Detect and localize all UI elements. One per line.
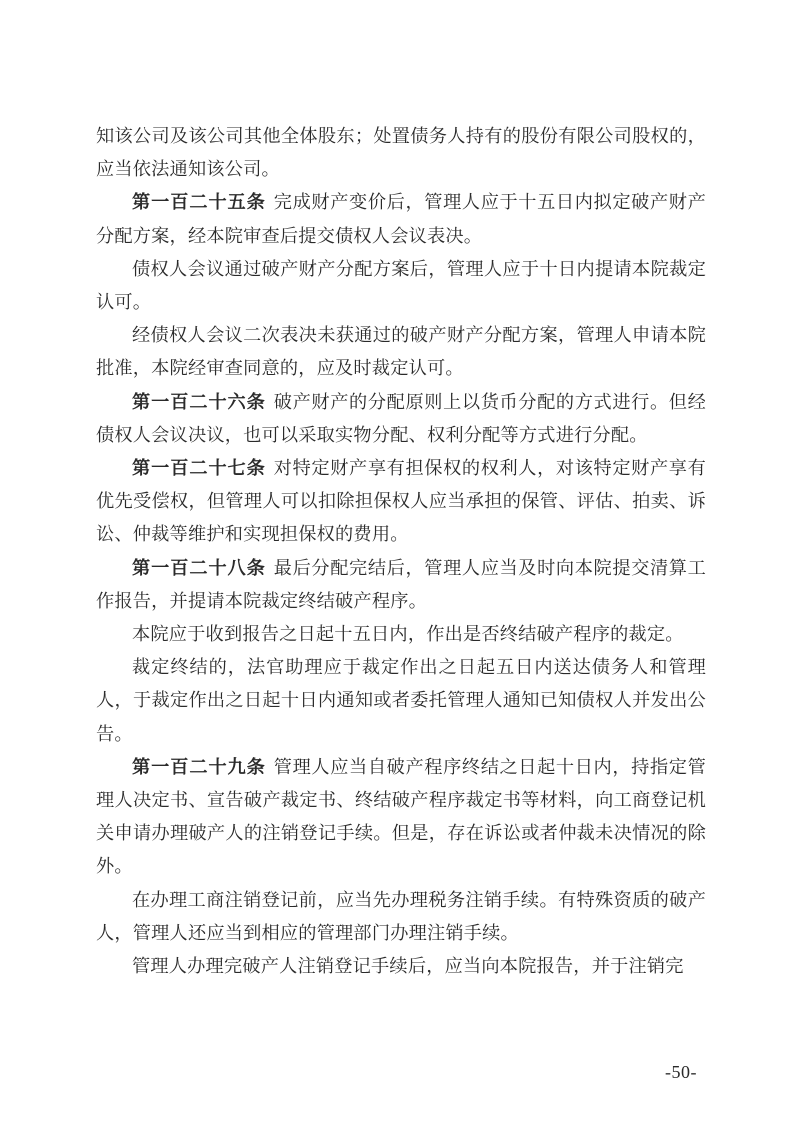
- article-heading: 第一百二十七条: [132, 458, 266, 480]
- article-heading: 第一百二十五条: [132, 192, 266, 214]
- article-heading: 第一百二十六条: [132, 391, 266, 413]
- paragraph-0: 知该公司及该公司其他全体股东；处置债务人持有的股份有限公司股权的，应当依法通知该公司。: [96, 126, 706, 181]
- paragraph-6: 第一百二十八条 最后分配完结后，管理人应当及时向本院提交清算工作报告，并提请本院裁定终结破产程序。: [96, 557, 706, 612]
- paragraph-11: 管理人办理完破产人注销登记手续后，应当向本院报告，并于注销完: [132, 956, 684, 978]
- paragraph-5: 第一百二十七条 对特定财产享有担保权的权利人，对该特定财产享有优先受偿权，但管理人可以扣除担保权人应当承担的保管、评估、拍卖、诉讼、仲裁等维护和实现担保权的费用。: [96, 458, 706, 546]
- body-text: [96, 120, 706, 983]
- paragraph-9: 第一百二十九条 管理人应当自破产程序终结之日起十日内，持指定管理人决定书、宣告破产裁定书、终结破产程序裁定书等材料，向工商登记机关申请办理破产人的注销登记手续。但是，存在诉讼或者仲裁未决情况的除外。: [96, 756, 706, 878]
- paragraph-10: 在办理工商注销登记前，应当先办理税务注销手续。有特殊资质的破产人，管理人还应当到相应的管理部门办理注销手续。: [96, 889, 706, 944]
- paragraph-3: 经债权人会议二次表决未获通过的破产财产分配方案，管理人申请本院批准，本院经审查同意的，应及时裁定认可。: [96, 325, 706, 380]
- paragraph-2: 债权人会议通过破产财产分配方案后，管理人应于十日内提请本院裁定认可。: [96, 258, 706, 314]
- paragraph-7: 本院应于收到报告之日起十五日内，作出是否终结破产程序的裁定。: [132, 624, 684, 646]
- article-heading: 第一百二十八条: [132, 557, 266, 579]
- paragraph-1: 第一百二十五条 完成财产变价后，管理人应于十五日内拟定破产财产分配方案，经本院审查后提交债权人会议表决。: [96, 192, 706, 247]
- paragraph-4: 第一百二十六条 破产财产的分配原则上以货币分配的方式进行。但经债权人会议决议，也可以采取实物分配、权利分配等方式进行分配。: [96, 391, 706, 446]
- article-heading: 第一百二十九条: [132, 756, 266, 778]
- page-number: -50-: [665, 1062, 697, 1082]
- paragraph-8: 裁定终结的，法官助理应于裁定作出之日起五日内送达债务人和管理人，于裁定作出之日起十日内通知或者委托管理人通知已知债权人并发出公告。: [96, 657, 706, 745]
